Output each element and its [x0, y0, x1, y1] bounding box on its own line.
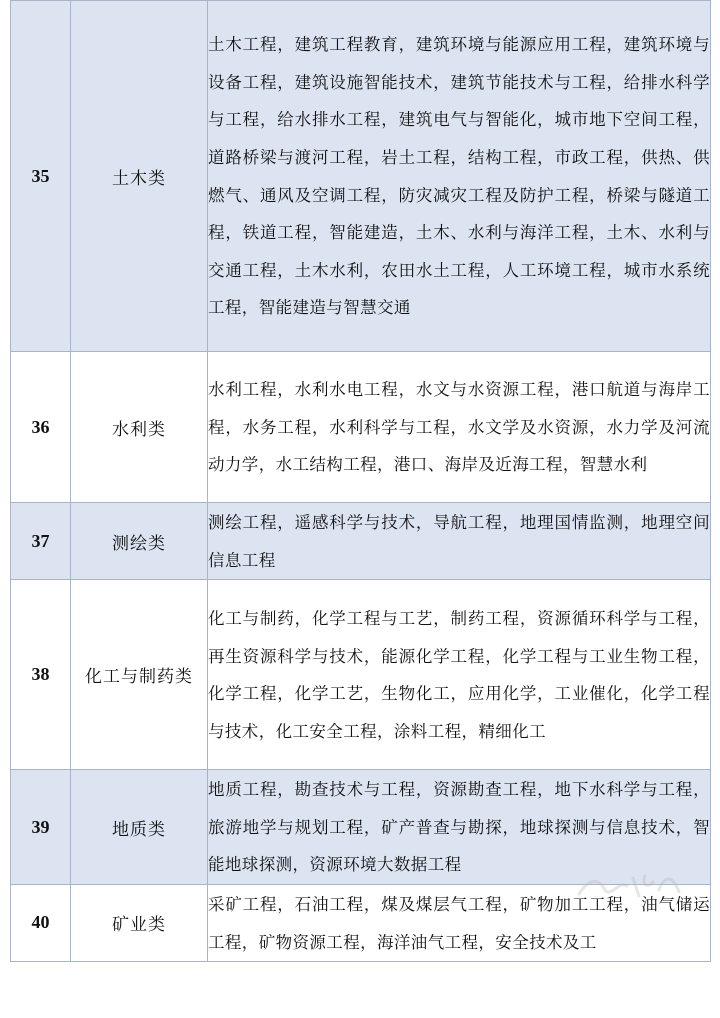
row-number: 37: [11, 503, 71, 580]
category-name: 矿业类: [71, 884, 208, 961]
category-name: 化工与制药类: [71, 580, 208, 770]
majors-cell: [208, 352, 711, 503]
category-name: 地质类: [71, 770, 208, 885]
watermark-icon: [575, 868, 685, 902]
majors-list: 化工与制药，化学工程与工艺，制药工程，资源循环科学与工程，再生资源科学与技术，能源化学工程，化学工程与工业生物工程，化学工程，化学工艺，生物化工，应用化学，工业催化，化学工程与技术，化工安全工程，涂料工程，精细化工: [208, 609, 710, 741]
table-row: [11, 352, 711, 503]
table-row: [11, 580, 711, 770]
majors-list: 水利工程，水利水电工程，水文与水资源工程，港口航道与海岸工程，水务工程，水利科学与工程，水文学及水资源，水力学及河流动力学，水工结构工程，港口、海岸及近海工程，智慧水利: [208, 380, 710, 475]
majors-cell: [208, 580, 711, 770]
row-number: 35: [11, 1, 71, 352]
majors-table: [10, 0, 711, 962]
row-number: 36: [11, 352, 71, 503]
category-name: 水利类: [71, 352, 208, 503]
majors-list: 土木工程，建筑工程教育，建筑环境与能源应用工程，建筑环境与设备工程，建筑设施智能技术，建筑节能技术与工程，给排水科学与工程，给水排水工程，建筑电气与智能化，城市地下空间工程，道路桥梁与渡河工程，岩土工程，结构工程，市政工程，供热、供燃气、通风及空调工程，防灾减灾工程及防护工程，桥梁与隧道工程，铁道工程，智能建造，土木、水利与海洋工程，土木、水利与交通工程，土木水利，农田水土工程，人工环境工程，城市水系统工程，智能建造与智慧交通: [208, 35, 710, 318]
majors-list: 地质工程，勘查技术与工程，资源勘查工程，地下水科学与工程，旅游地学与规划工程，矿产普查与勘探，地球探测与信息技术，智能地球探测，资源环境大数据工程: [208, 780, 710, 875]
row-number: 40: [11, 884, 71, 961]
table-row: [11, 1, 711, 352]
majors-cell: [208, 1, 711, 352]
table-row: [11, 503, 711, 580]
category-name: 土木类: [71, 1, 208, 352]
majors-cell: [208, 503, 711, 580]
category-name: 测绘类: [71, 503, 208, 580]
row-number: 39: [11, 770, 71, 885]
row-number: 38: [11, 580, 71, 770]
majors-list: 测绘工程，遥感科学与技术，导航工程，地理国情监测，地理空间信息工程: [208, 513, 710, 570]
majors-list: 采矿工程，石油工程，煤及煤层气工程，矿物加工工程，油气储运工程，矿物资源工程，海洋油气工程，安全技术及工: [208, 894, 710, 952]
